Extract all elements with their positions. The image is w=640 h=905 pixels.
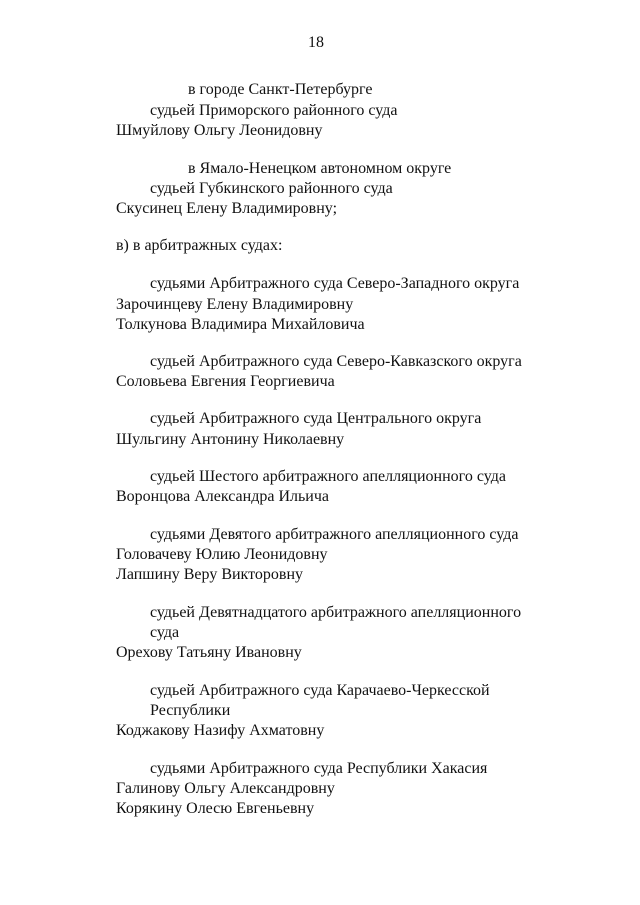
text-line: Соловьева Евгения Георгиевича bbox=[116, 373, 335, 390]
text-line: Республики bbox=[150, 702, 231, 719]
text-line: в) в арбитражных судах: bbox=[116, 237, 283, 254]
text-line: Коджакову Назифу Ахматовну bbox=[116, 722, 325, 739]
text-line: в городе Санкт-Петербурге bbox=[188, 81, 373, 98]
text-line: Шульгину Антонину Николаевну bbox=[116, 431, 345, 448]
page-number: 18 bbox=[308, 34, 324, 51]
text-line: судьей Арбитражного суда Центрального округа bbox=[150, 410, 482, 427]
text-line: Скусинец Елену Владимировну; bbox=[116, 200, 338, 217]
text-line: судьями Арбитражного суда Республики Хакасия bbox=[150, 760, 488, 777]
text-line: Корякину Олесю Евгеньевну bbox=[116, 800, 315, 817]
text-line: судьями Девятого арбитражного апелляционного суда bbox=[150, 526, 519, 543]
text-line: Орехову Татьяну Ивановну bbox=[116, 644, 302, 661]
text-line: Воронцова Александра Ильича bbox=[116, 488, 330, 505]
text-line: судьей Приморского районного суда bbox=[150, 102, 398, 119]
text-line: Галинову Ольгу Александровну bbox=[116, 780, 335, 797]
text-line: Зарочинцеву Елену Владимировну bbox=[116, 296, 354, 313]
text-line: Головачеву Юлию Леонидовну bbox=[116, 546, 328, 563]
text-line: Толкунова Владимира Михайловича bbox=[116, 316, 365, 333]
text-line: суда bbox=[150, 624, 180, 641]
text-line: судьей Шестого арбитражного апелляционного суда bbox=[150, 468, 506, 485]
text-line: судьями Арбитражного суда Северо-Западного округа bbox=[150, 275, 520, 292]
text-line: в Ямало-Ненецком автономном округе bbox=[188, 160, 452, 177]
text-line: Шмуйлову Ольгу Леонидовну bbox=[116, 122, 323, 139]
text-line: судьей Арбитражного суда Северо-Кавказского округа bbox=[150, 353, 522, 370]
text-line: судьей Арбитражного суда Карачаево-Черкесской bbox=[150, 682, 490, 699]
text-line: Лапшину Веру Викторовну bbox=[116, 566, 304, 583]
text-line: судьей Губкинского районного суда bbox=[150, 180, 393, 197]
text-line: судьей Девятнадцатого арбитражного апелляционного bbox=[150, 604, 522, 621]
